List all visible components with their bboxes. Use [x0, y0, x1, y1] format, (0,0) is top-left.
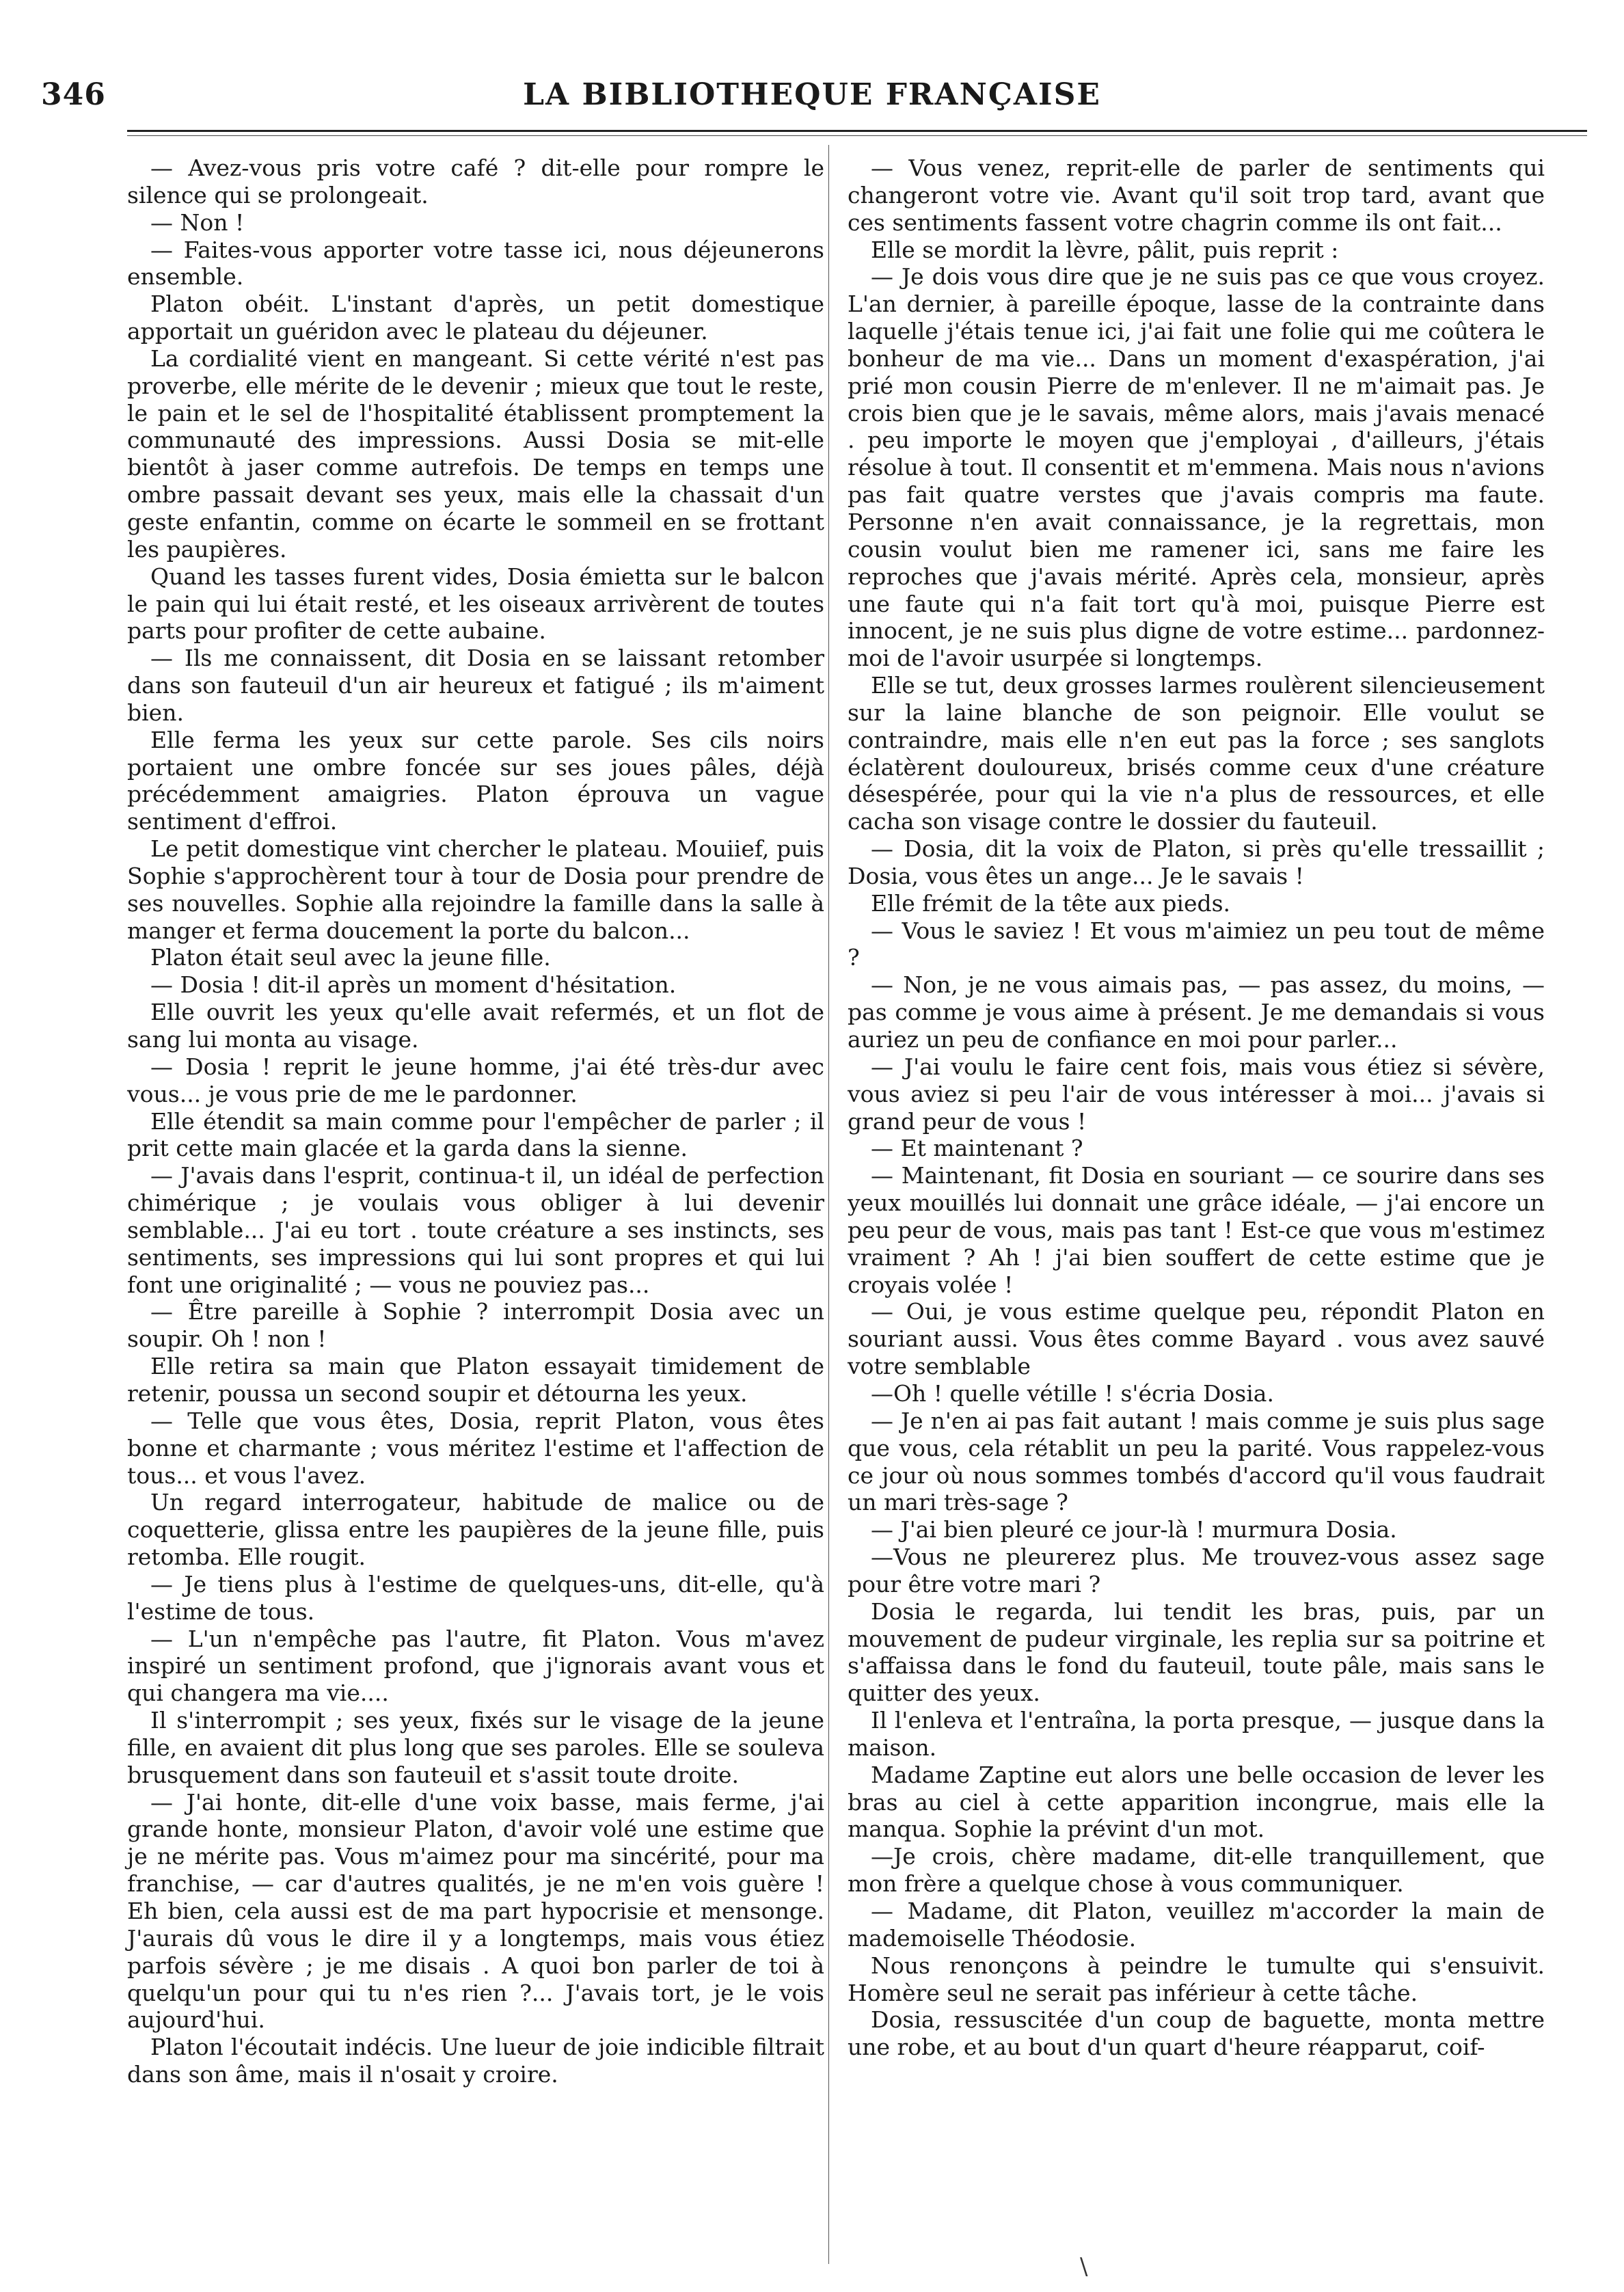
paragraph: Madame Zaptine eut alors une belle occasion de lever les bras au ciel à cette apparition incongrue, mais elle la manqua. Sophie la prévint d'un mot. — [848, 1761, 1545, 1843]
paragraph: Dosia, ressuscitée d'un coup de baguette, monta mettre une robe, et au bout d'un quart d'heure réapparut, coif- — [848, 2006, 1545, 2061]
running-title: LA BIBLIOTHEQUE FRANÇAISE — [523, 77, 1101, 112]
paragraph: — J'avais dans l'esprit, continua-t il, un idéal de perfection chimérique ; je voulais vous obliger à lui devenir semblable... J'ai eu tort . toute créature a ses instincts, ses sentiments, ses impressions qui lui sont propres et qui lui font une originalité ; — vous ne pouviez pas... — [127, 1162, 824, 1298]
paragraph: Elle se tut, deux grosses larmes roulèrent silencieusement sur la laine blanche de son peignoir. Elle voulut se contraindre, mais elle n'en eut pas la force ; ses sanglots éclatèrent douloureux, brisés comme ceux d'une créature désespérée, pour qui la vie n'a plus de ressources, et elle cacha son visage contre le dossier du fauteuil. — [848, 672, 1545, 835]
paragraph: — J'ai voulu le faire cent fois, mais vous étiez si sévère, vous aviez si peu l'air de vous intéresser à moi... j'avais si grand peur de vous ! — [848, 1053, 1545, 1135]
paragraph: — Vous le saviez ! Et vous m'aimiez un peu tout de même ? — [848, 917, 1545, 971]
paragraph: — Faites-vous apporter votre tasse ici, nous déjeunerons ensemble. — [127, 236, 824, 291]
paragraph: — Telle que vous êtes, Dosia, reprit Platon, vous êtes bonne et charmante ; vous méritez l'estime et l'affection de tous... et vous l'avez. — [127, 1407, 824, 1489]
paragraph: — Non ! — [150, 208, 245, 236]
header-rule-thin — [127, 135, 1587, 136]
left-column — [127, 154, 824, 2088]
paragraph: — L'un n'empêche pas l'autre, fit Platon. Vous m'avez inspiré un sentiment profond, que j'ignorais avant vous et qui changera ma vie.... — [127, 1625, 824, 1707]
paragraph: Elle étendit sa main comme pour l'empêcher de parler ; il prit cette main glacée et la garda dans la sienne. — [127, 1107, 824, 1162]
paragraph: Elle retira sa main que Platon essayait timidement de retenir, poussa un second soupir et détourna les yeux. — [127, 1353, 824, 1407]
paragraph: — Madame, dit Platon, veuillez m'accorder la main de mademoiselle Théodosie. — [848, 1898, 1545, 1952]
page-header — [0, 0, 1624, 144]
paragraph: — Être pareille à Sophie ? interrompit Dosia avec un soupir. Oh ! non ! — [127, 1298, 824, 1353]
paragraph: Platon était seul avec la jeune fille. — [150, 944, 551, 971]
paragraph: La cordialité vient en mangeant. Si cette vérité n'est pas proverbe, elle mérite de le devenir ; mieux que tout le reste, le pain et le sel de l'hospitalité établissent promptement la communauté des impressions. Aussi Dosia se mit-elle bientôt à jaser comme autrefois. De temps en temps une ombre passait devant ses yeux, mais elle la chassait d'un geste enfantin, comme on écarte le sommeil en se frottant les paupières. — [127, 345, 824, 563]
paragraph: — Oui, je vous estime quelque peu, répondit Platon en souriant aussi. Vous êtes comme Bayard . vous avez sauvé votre semblable — [848, 1298, 1545, 1380]
paragraph: — J'ai honte, dit-elle d'une voix basse, mais ferme, j'ai grande honte, monsieur Platon, d'avoir volé une estime que je ne mérite pas. Vous m'aimez pour ma sincérité, pour ma franchise, — car d'autres qualités, je ne m'en vois guère ! Eh bien, cela aussi est de ma part hypocrisie et mensonge. J'aurais dû vous le dire il y a longtemps, mais vous étiez parfois sévère ; je me disais . A quoi bon parler de toi à quelqu'un pour qui tu n'es rien ?... J'avais tort, je le vois aujourd'hui. — [127, 1788, 824, 2034]
paragraph: Le petit domestique vint chercher le plateau. Mouiief, puis Sophie s'approchèrent tour à tour de Dosia pour prendre de ses nouvelles. Sophie alla rejoindre la famille dans la salle à manger et ferma doucement la porte du balcon... — [127, 835, 824, 944]
paragraph: —Vous ne pleurerez plus. Me trouvez-vous assez sage pour être votre mari ? — [848, 1543, 1545, 1597]
paragraph: — Ils me connaissent, dit Dosia en se laissant retomber dans son fauteuil d'un air heureux et fatigué ; ils m'aiment bien. — [127, 645, 824, 726]
right-column — [848, 154, 1545, 2061]
paragraph: Un regard interrogateur, habitude de malice ou de coquetterie, glissa entre les paupières de la jeune fille, puis retomba. Elle rougit. — [127, 1489, 824, 1571]
paragraph: Il l'enleva et l'entraîna, la porta presque, — jusque dans la maison. — [848, 1707, 1545, 1761]
paragraph: —Je crois, chère madame, dit-elle tranquillement, que mon frère a quelque chose à vous communiquer. — [848, 1843, 1545, 1898]
paragraph: Elle frémit de la tête aux pieds. — [871, 889, 1231, 917]
paragraph: — Maintenant, fit Dosia en souriant — ce sourire dans ses yeux mouillés lui donnait une grâce idéale, — j'ai encore un peu peur de vous, mais pas tant ! Est-ce que vous m'estimez vraiment ? Ah ! j'ai bien souffert de cette estime que je croyais volée ! — [848, 1162, 1545, 1298]
paragraph: — Je tiens plus à l'estime de quelques-uns, dit-elle, qu'à l'estime de tous. — [127, 1570, 824, 1625]
paragraph: — Je n'en ai pas fait autant ! mais comme je suis plus sage que vous, cela rétablit un peu la parité. Vous rappelez-vous ce jour où nous sommes tombés d'accord qu'il vous faudrait un mari très-sage ? — [848, 1407, 1545, 1516]
paragraph: — Dosia ! dit-il après un moment d'hésitation. — [150, 971, 677, 999]
paragraph: — J'ai bien pleuré ce jour-là ! murmura Dosia. — [871, 1516, 1397, 1543]
footer-mark: \ — [1080, 2253, 1088, 2280]
paragraph: Elle ouvrit les yeux qu'elle avait refermés, et un flot de sang lui monta au visage. — [127, 999, 824, 1053]
paragraph: — Dosia, dit la voix de Platon, si près qu'elle tressaillit ; Dosia, vous êtes un ange... Je le savais ! — [848, 835, 1545, 889]
paragraph: Platon l'écoutait indécis. Une lueur de joie indicible filtrait dans son âme, mais il n'osait y croire. — [127, 2034, 824, 2088]
paragraph: — Et maintenant ? — [871, 1135, 1083, 1162]
paragraph: — Je dois vous dire que je ne suis pas ce que vous croyez. L'an dernier, à pareille époque, lasse de la contrainte dans laquelle j'étais tenue ici, j'ai fait une folie qui me coûtera le bonheur de ma vie... Dans un moment d'exaspération, j'ai prié mon cousin Pierre de m'enlever. Il ne m'aimait pas. Je crois bien que je le savais, même alors, mais j'avais menacé . peu importe le moyen que j'employai , d'ailleurs, j'étais résolue à tout. Il consentit et m'emmena. Mais nous n'avions pas fait quatre verstes que j'avais compris ma faute. Personne n'en avait connaissance, je la regrettais, mon cousin voulut bien me ramener ici, sans me faire les reproches que j'avais mérité. Après cela, monsieur, après une faute qui n'a fait tort qu'à moi, puisque Pierre est innocent, je ne suis plus digne de votre estime... pardonnez-moi de l'avoir usurpée si longtemps. — [848, 263, 1545, 672]
paragraph: — Dosia ! reprit le jeune homme, j'ai été très-dur avec vous... je vous prie de me le pardonner. — [127, 1053, 824, 1107]
paragraph: Platon obéit. L'instant d'après, un petit domestique apportait un guéridon avec le plateau du déjeuner. — [127, 291, 824, 345]
paragraph: — Non, je ne vous aimais pas, — pas assez, du moins, — pas comme je vous aime à présent. Je me demandais si vous auriez un peu de confiance en moi pour parler... — [848, 971, 1545, 1053]
paragraph: Elle ferma les yeux sur cette parole. Ses cils noirs portaient une ombre foncée sur ses joues pâles, déjà précédemment amaigries. Platon éprouva un vague sentiment d'effroi. — [127, 726, 824, 835]
paragraph: — Avez-vous pris votre café ? dit-elle pour rompre le silence qui se prolongeait. — [127, 154, 824, 208]
paragraph: Il s'interrompit ; ses yeux, fixés sur le visage de la jeune fille, en avaient dit plus long que ses paroles. Elle se souleva brusquement dans son fauteuil et s'assit toute droite. — [127, 1707, 824, 1788]
page-number: 346 — [41, 77, 106, 112]
paragraph: — Vous venez, reprit-elle de parler de sentiments qui changeront votre vie. Avant qu'il soit trop tard, avant que ces sentiments fassent votre chagrin comme ils ont fait... — [848, 154, 1545, 236]
paragraph: Elle se mordit la lèvre, pâlit, puis reprit : — [871, 236, 1339, 263]
header-rule — [127, 130, 1587, 132]
paragraph: —Oh ! quelle vétille ! s'écria Dosia. — [871, 1379, 1274, 1407]
column-divider — [828, 145, 829, 2264]
paragraph: Nous renonçons à peindre le tumulte qui s'ensuivit. Homère seul ne serait pas inférieur à cette tâche. — [848, 1952, 1545, 2006]
paragraph: Quand les tasses furent vides, Dosia émietta sur le balcon le pain qui lui était resté, et les oiseaux arrivèrent de toutes parts pour profiter de cette aubaine. — [127, 563, 824, 645]
paragraph: Dosia le regarda, lui tendit les bras, puis, par un mouvement de pudeur virginale, les replia sur sa poitrine et s'affaissa dans le fond du fauteuil, toute pâle, mais sans le quitter des yeux. — [848, 1597, 1545, 1707]
